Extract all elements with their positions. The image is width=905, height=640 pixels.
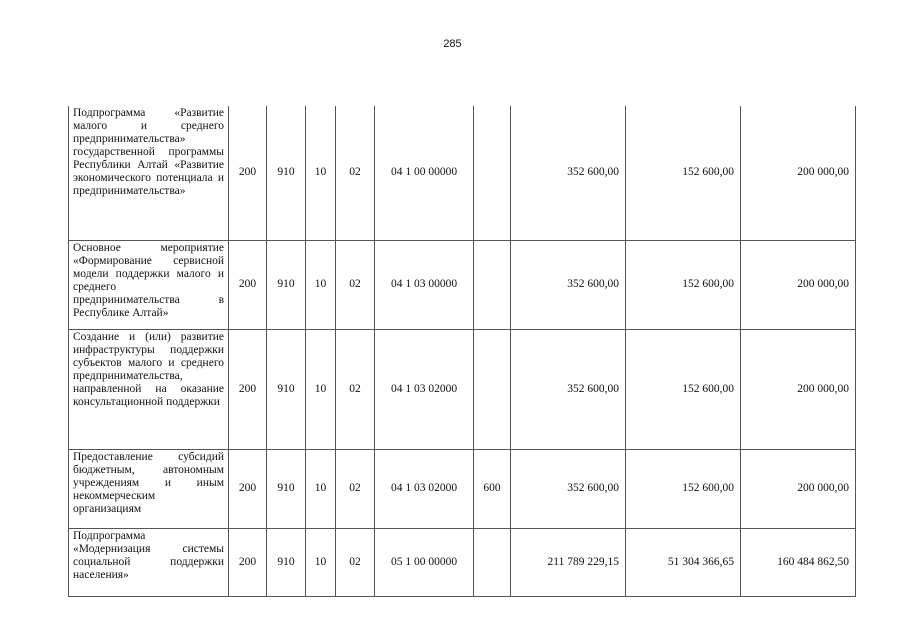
row-subsection-cell: 02 [336, 449, 375, 528]
row-name-cell: Создание и (или) развитие инфраструктуры поддержки субъектов малого и среднего предпринимательства, направленной на оказание консультационной поддержки [69, 329, 229, 449]
row-expense-type-cell: 600 [474, 449, 511, 528]
row-ministry-cell: 910 [267, 329, 306, 449]
page-number: 285 [443, 38, 462, 50]
row-subsection-cell: 02 [336, 240, 375, 329]
row-target-article-cell: 04 1 03 00000 [375, 240, 474, 329]
table-row [69, 528, 856, 596]
row-section-cell: 10 [306, 528, 336, 596]
row-code-cell: 200 [229, 106, 267, 240]
row-section-cell: 10 [306, 329, 336, 449]
row-total-cell: 352 600,00 [511, 449, 626, 528]
row-code-cell: 200 [229, 449, 267, 528]
row-total-cell: 352 600,00 [511, 329, 626, 449]
row-ministry-cell: 910 [267, 528, 306, 596]
row-section-cell: 10 [306, 106, 336, 240]
row-amount-1-cell: 152 600,00 [626, 106, 741, 240]
row-target-article-cell: 05 1 00 00000 [375, 528, 474, 596]
row-subsection-cell: 02 [336, 329, 375, 449]
row-ministry-cell: 910 [267, 240, 306, 329]
row-name-cell: Основное мероприятие «Формирование сервисной модели поддержки малого и среднего предпринимательства в Республике Алтай» [69, 240, 229, 329]
row-expense-type-cell [474, 528, 511, 596]
row-total-cell: 352 600,00 [511, 240, 626, 329]
table-row [69, 449, 856, 528]
row-amount-2-cell: 200 000,00 [741, 240, 856, 329]
row-expense-type-cell [474, 329, 511, 449]
row-code-cell: 200 [229, 528, 267, 596]
row-expense-type-cell [474, 240, 511, 329]
row-section-cell: 10 [306, 240, 336, 329]
budget-table [68, 106, 856, 597]
table-row [69, 106, 856, 240]
row-code-cell: 200 [229, 240, 267, 329]
row-amount-1-cell: 152 600,00 [626, 329, 741, 449]
row-expense-type-cell [474, 106, 511, 240]
row-target-article-cell: 04 1 00 00000 [375, 106, 474, 240]
row-amount-1-cell: 152 600,00 [626, 449, 741, 528]
row-amount-1-cell: 152 600,00 [626, 240, 741, 329]
row-amount-2-cell: 160 484 862,50 [741, 528, 856, 596]
row-ministry-cell: 910 [267, 449, 306, 528]
row-section-cell: 10 [306, 449, 336, 528]
row-target-article-cell: 04 1 03 02000 [375, 449, 474, 528]
row-subsection-cell: 02 [336, 528, 375, 596]
row-code-cell: 200 [229, 329, 267, 449]
table-row [69, 329, 856, 449]
row-name-cell: Подпрограмма «Модернизация системы социальной поддержки населения» [69, 528, 229, 596]
row-ministry-cell: 910 [267, 106, 306, 240]
row-target-article-cell: 04 1 03 02000 [375, 329, 474, 449]
row-amount-2-cell: 200 000,00 [741, 329, 856, 449]
table-row [69, 240, 856, 329]
row-total-cell: 211 789 229,15 [511, 528, 626, 596]
row-amount-2-cell: 200 000,00 [741, 106, 856, 240]
row-subsection-cell: 02 [336, 106, 375, 240]
row-total-cell: 352 600,00 [511, 106, 626, 240]
row-name-cell: Подпрограмма «Развитие малого и среднего предпринимательства» государственной программы Республики Алтай «Развитие экономического потенциала и предпринимательства» [69, 106, 229, 240]
row-amount-2-cell: 200 000,00 [741, 449, 856, 528]
row-name-cell: Предоставление субсидий бюджетным, автономным учреждениям и иным некоммерческим организациям [69, 449, 229, 528]
row-amount-1-cell: 51 304 366,65 [626, 528, 741, 596]
